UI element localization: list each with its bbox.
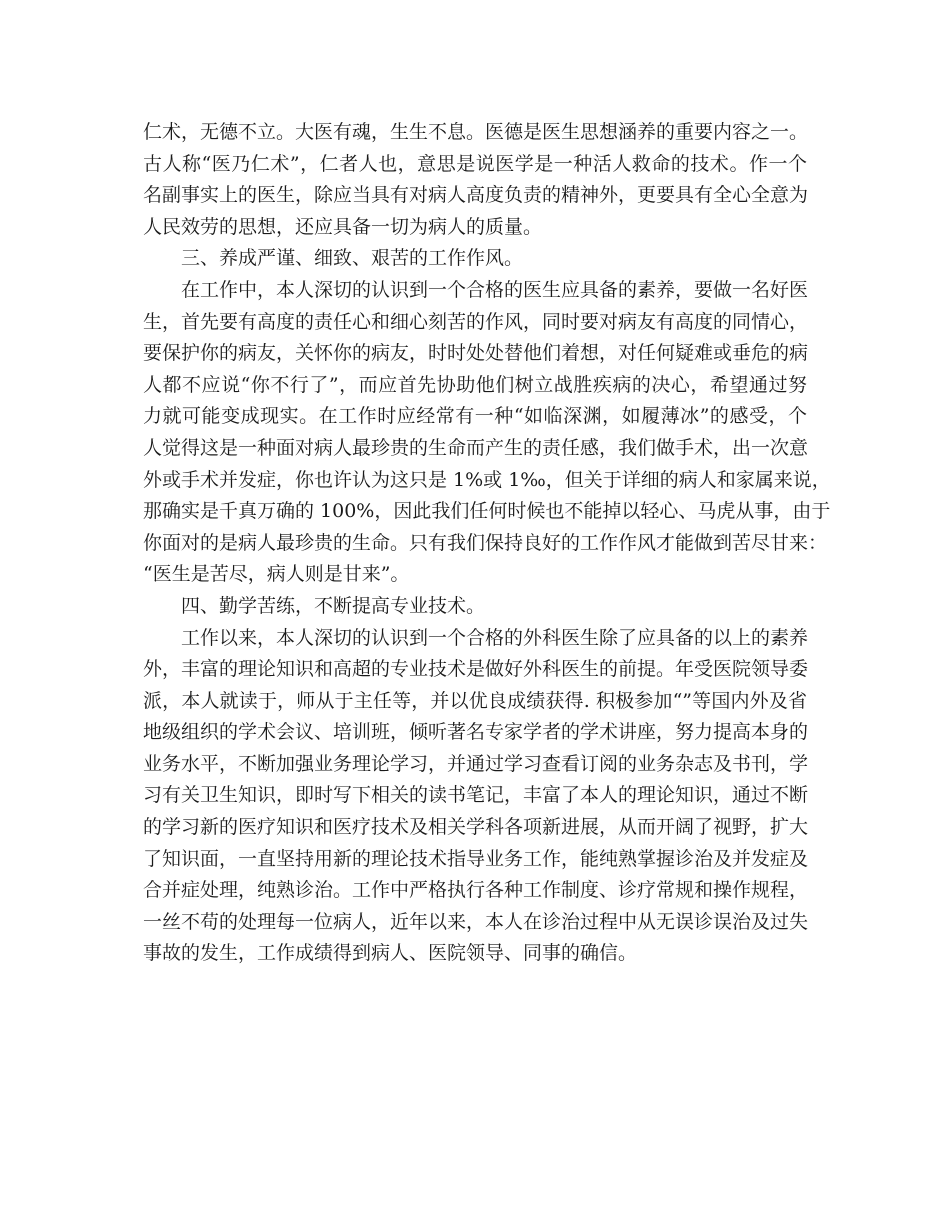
text-line: 你面对的是病人最珍贵的生命。只有我们保持良好的工作作风才能做到苦尽甘来： <box>143 531 828 554</box>
text-line: 那确实是千真万确的 100%，因此我们任何时候也不能掉以轻心、马虎从事，由于 <box>143 500 831 523</box>
text-line: 在工作中，本人深切的认识到一个合格的医生应具备的素养，要做一名好医 <box>181 278 809 301</box>
text-line: 派，本人就读于，师从于主任等，并以优良成绩获得. 积极参加“”等国内外及省 <box>143 689 807 712</box>
text-line: 习有关卫生知识，即时写下相关的读书笔记，丰富了本人的理论知识，通过不断 <box>143 784 809 807</box>
text-line: 外或手术并发症，你也许认为这只是 1%或 1‰，但关于详细的病人和家属来说， <box>143 468 831 491</box>
text-line: 名副事实上的医生，除应当具有对病人高度负责的精神外，更要具有全心全意为 <box>143 184 809 207</box>
text-line: 四、勤学苦练，不断提高专业技术。 <box>181 594 486 617</box>
text-line: 要保护你的病友，关怀你的病友，时时处处替他们着想，对任何疑难或垂危的病 <box>143 342 809 365</box>
text-line: 外，丰富的理论知识和高超的专业技术是做好外科医生的前提。年受医院领导委 <box>143 658 809 681</box>
text-line: 古人称“医乃仁术”，仁者人也，意思是说医学是一种活人救命的技术。作一个 <box>143 152 807 175</box>
text-line: 一丝不苟的处理每一位病人，近年以来，本人在诊治过程中从无误诊误治及过失 <box>143 910 809 933</box>
text-line: 人都不应说“你不行了”，而应首先协助他们树立战胜疾病的决心，希望通过努 <box>143 373 807 396</box>
text-line: 地级组织的学术会议、培训班，倾听著名专家学者的学术讲座，努力提高本身的 <box>143 721 809 744</box>
text-line: 的学习新的医疗知识和医疗技术及相关学科各项新进展，从而开阔了视野，扩大 <box>143 816 809 839</box>
text-line: 三、养成严谨、细致、艰苦的工作作风。 <box>181 247 524 270</box>
text-line: 人民效劳的思想，还应具备一切为病人的质量。 <box>143 215 543 238</box>
text-line: 工作以来，本人深切的认识到一个合格的外科医生除了应具备的以上的素养 <box>181 626 809 649</box>
text-line: 力就可能变成现实。在工作时应经常有一种“如临深渊，如履薄冰”的感受，个 <box>143 405 807 428</box>
text-line: 业务水平，不断加强业务理论学习，并通过学习查看订阅的业务杂志及书刊，学 <box>143 752 809 775</box>
text-line: 事故的发生，工作成绩得到病人、医院领导、同事的确信。 <box>143 942 638 965</box>
document-body <box>143 117 831 970</box>
text-line: 合并症处理，纯熟诊治。工作中严格执行各种工作制度、诊疗常规和操作规程， <box>143 879 809 902</box>
text-line: 人觉得这是一种面对病人最珍贵的生命而产生的责任感，我们做手术，出一次意 <box>143 436 809 459</box>
text-line: 了知识面，一直坚持用新的理论技术指导业务工作，能纯熟掌握诊治及并发症及 <box>143 847 809 870</box>
text-line: 仁术，无德不立。大医有魂，生生不息。医德是医生思想涵养的重要内容之一。 <box>143 121 809 143</box>
text-line: “医生是苦尽，病人则是甘来”。 <box>143 563 410 586</box>
text-line: 生，首先要有高度的责任心和细心刻苦的作风，同时要对病友有高度的同情心， <box>143 310 809 333</box>
